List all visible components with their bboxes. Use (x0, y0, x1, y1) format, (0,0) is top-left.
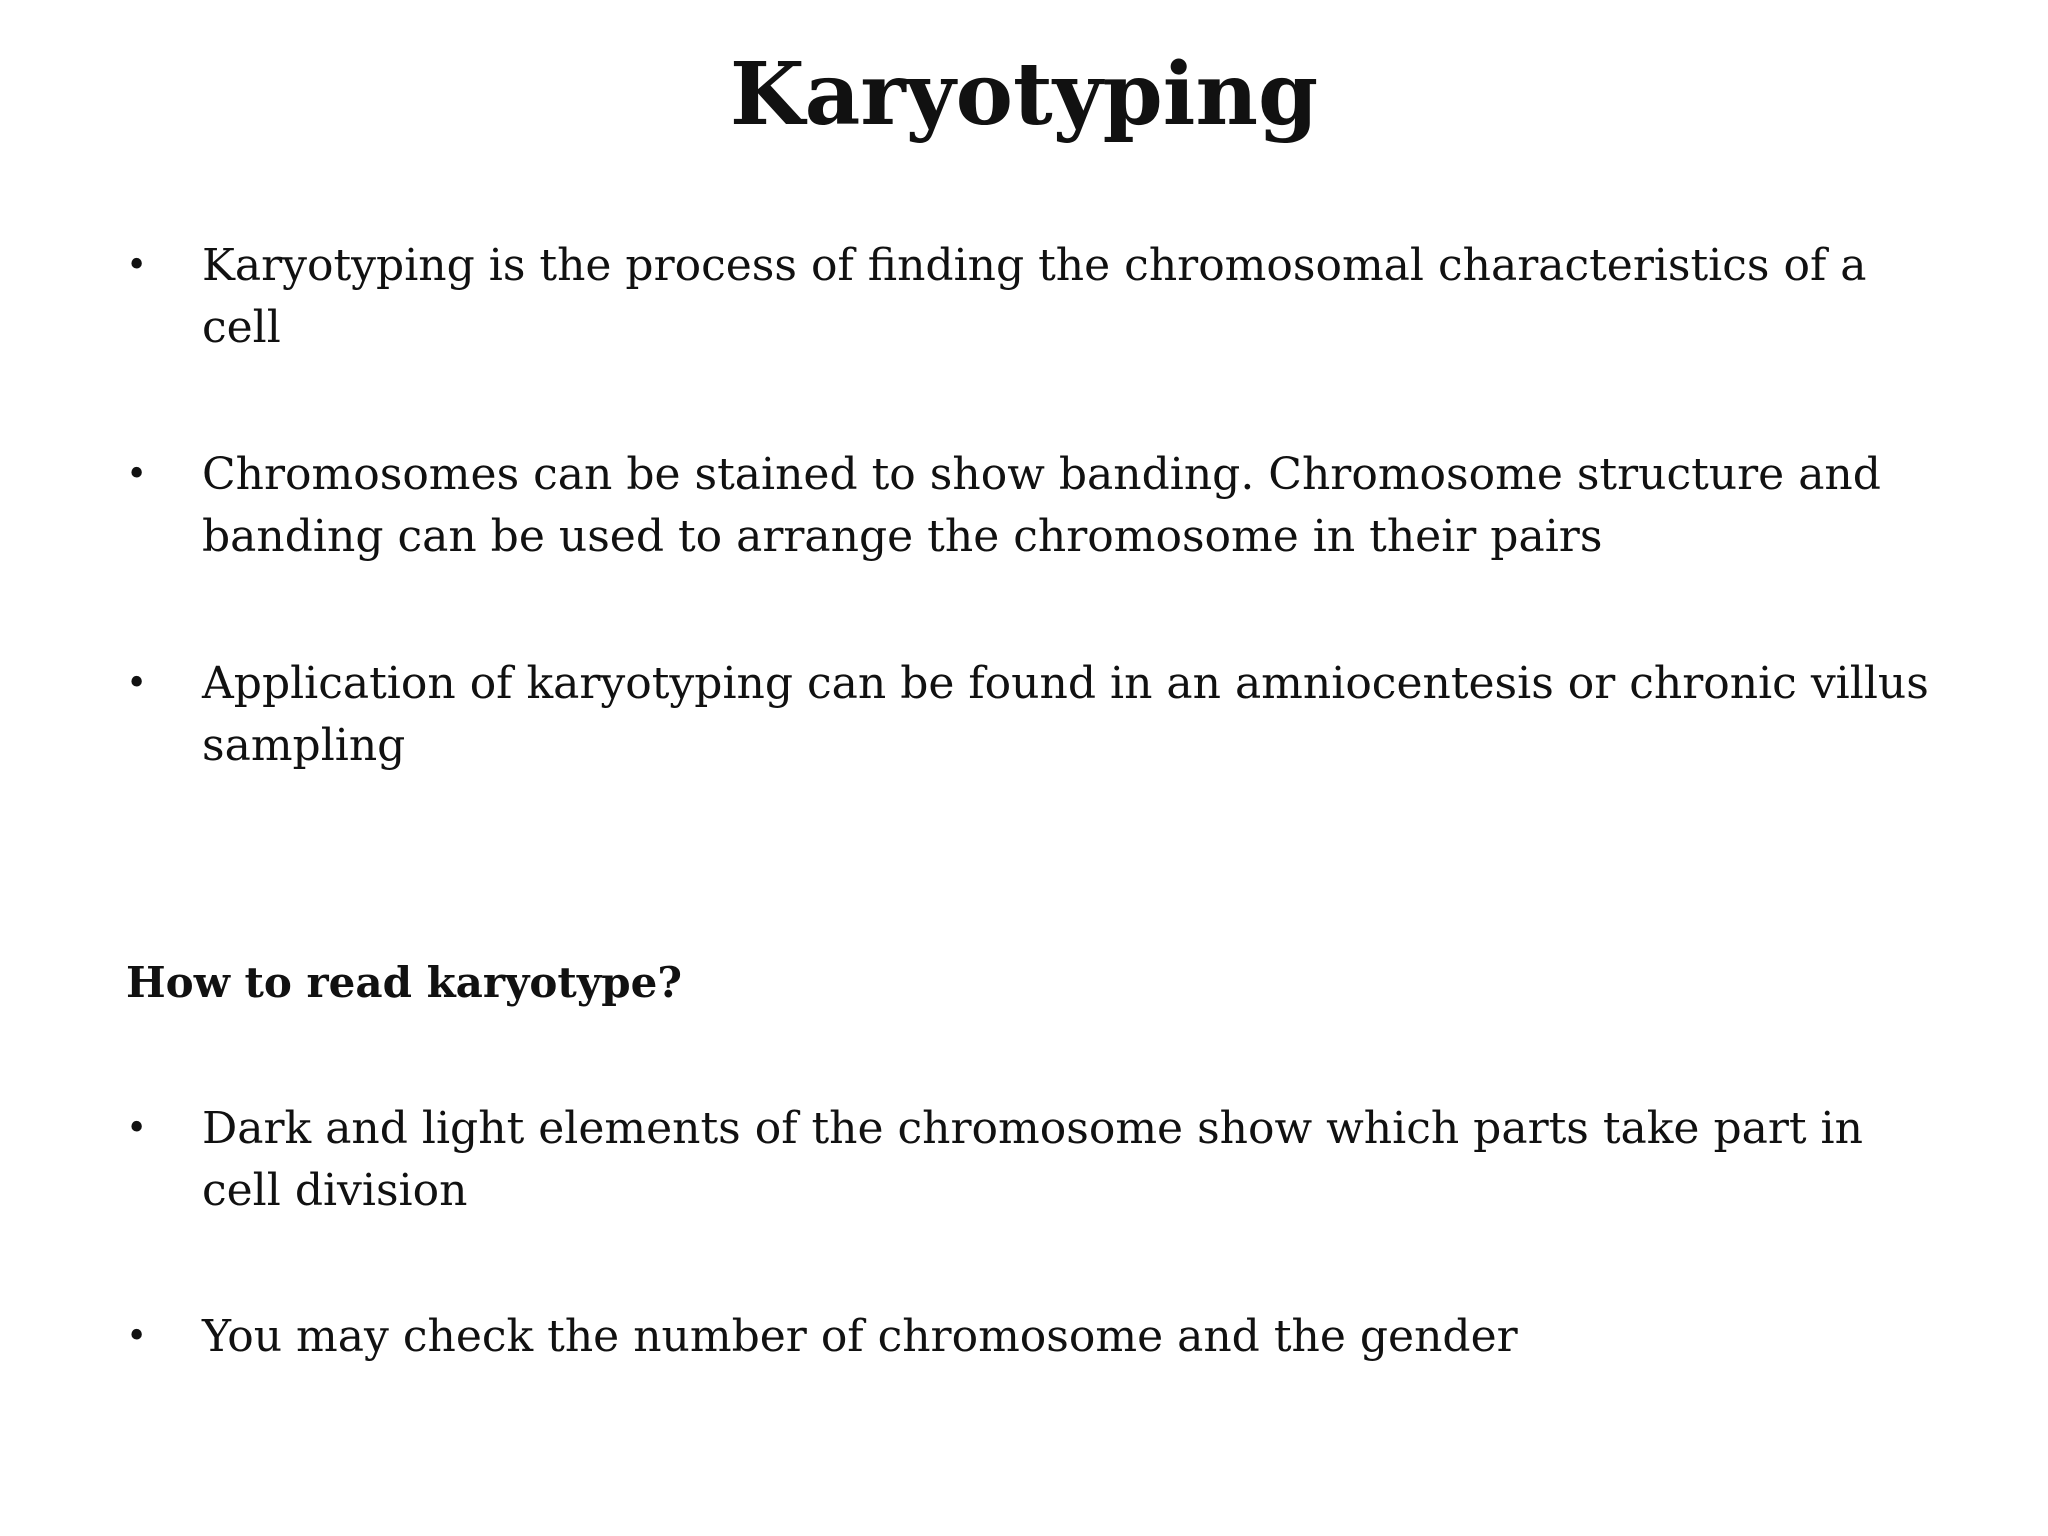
bullet-item: • Karyotyping is the process of finding the chromosomal characteristics of a cell (126, 235, 1946, 359)
bullet-item: • Application of karyotyping can be found in an amniocentesis or chronic villus sampling (126, 653, 1946, 777)
reading-bullet-list (126, 1098, 1946, 1368)
intro-bullet-list (126, 235, 1946, 777)
page-title: Karyotyping (729, 44, 1319, 145)
bullet-item: • You may check the number of chromosome and the gender (126, 1306, 1946, 1368)
bullet-item: • Chromosomes can be stained to show banding. Chromosome structure and banding can be used to arrange the chromosome in their pairs (126, 444, 1946, 568)
bullet-item: • Dark and light elements of the chromosome show which parts take part in cell division (126, 1098, 1946, 1222)
section-heading: How to read karyotype? (126, 958, 682, 1007)
